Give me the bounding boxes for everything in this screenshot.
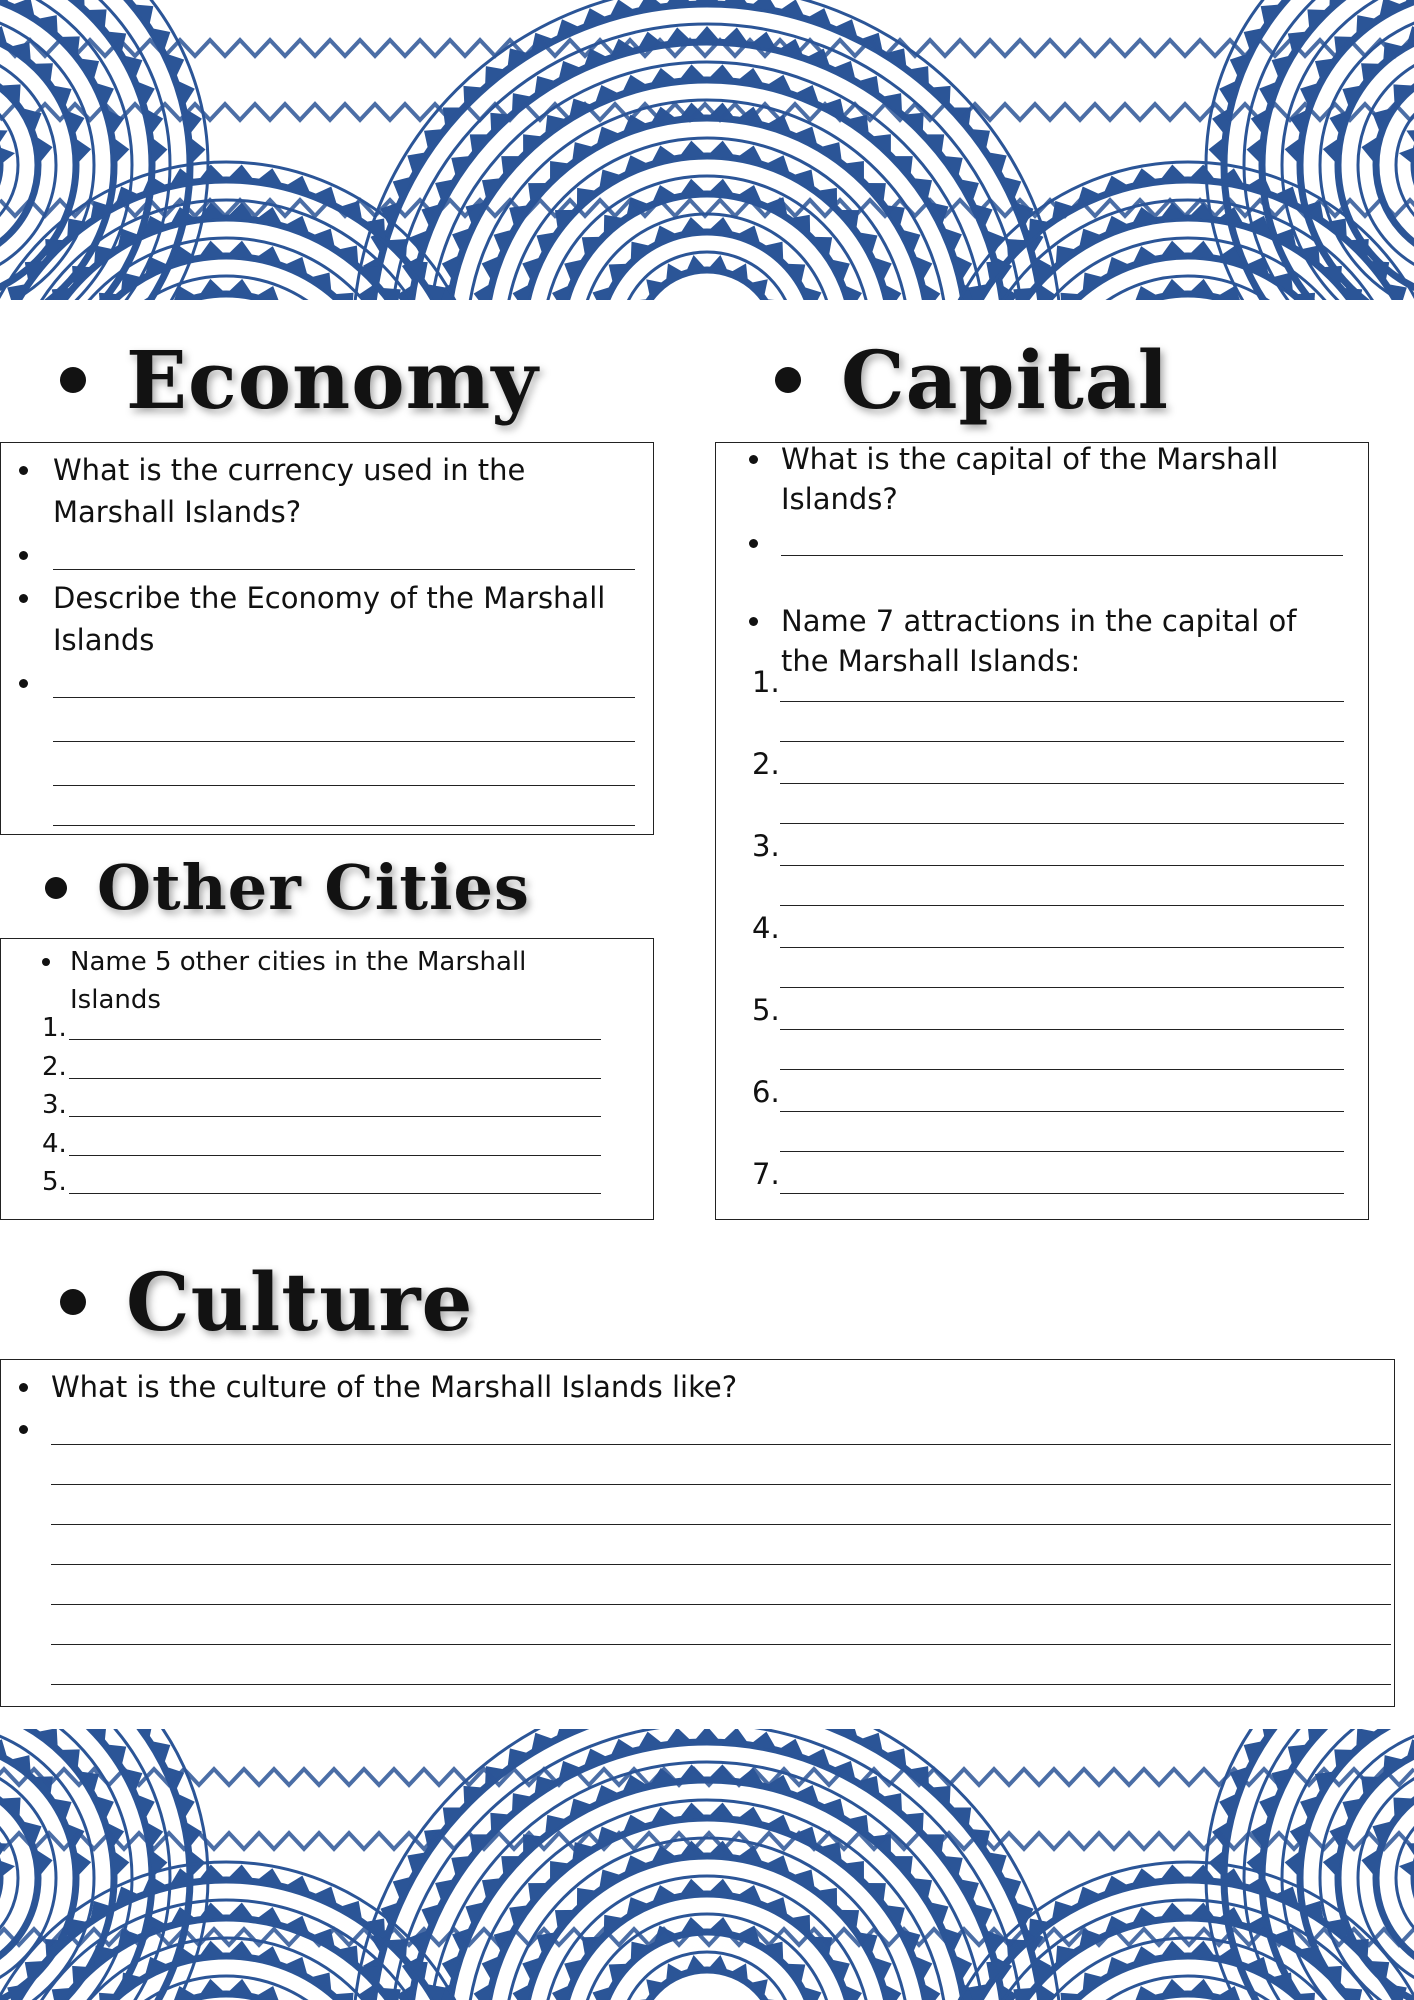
capital-question-1-text: What is the capital of the Marshall Islands? [781, 442, 1279, 516]
other-cities-heading [45, 840, 530, 935]
bullet [19, 594, 28, 603]
economy-heading [60, 330, 539, 430]
capital-question-2-text: Name 7 attractions in the capital of the Marshall Islands: [781, 604, 1297, 678]
top-tribal-banner [0, 0, 1414, 300]
heading-bullet [60, 1289, 86, 1315]
heading-bullet [775, 367, 801, 393]
attraction-number: 7. [752, 1157, 780, 1191]
attraction-line[interactable] [780, 783, 1344, 784]
attraction-number: 6. [752, 1075, 780, 1109]
culture-answer-line[interactable] [51, 1684, 1391, 1685]
attraction-line-continued[interactable] [780, 741, 1344, 742]
capital-question-2 [781, 601, 1341, 681]
other-cities-question [70, 943, 570, 1019]
bullet [749, 455, 758, 464]
bullet [749, 539, 758, 548]
attraction-line[interactable] [780, 1193, 1344, 1194]
city-number: 4. [42, 1128, 67, 1159]
city-line[interactable] [69, 1039, 601, 1040]
bullet [19, 551, 28, 560]
attraction-line-continued[interactable] [780, 987, 1344, 988]
city-line[interactable] [69, 1116, 601, 1117]
culture-answer-line[interactable] [51, 1484, 1391, 1485]
bullet [19, 466, 28, 475]
attraction-number: 4. [752, 911, 780, 945]
culture-question [51, 1367, 1251, 1407]
economy-answer-line-5[interactable] [53, 825, 635, 826]
city-number: 2. [42, 1051, 67, 1082]
capital-answer-line[interactable] [781, 555, 1343, 556]
capital-box [715, 442, 1369, 1220]
capital-heading [775, 330, 1169, 430]
attraction-number: 3. [752, 829, 780, 863]
bullet [19, 1425, 28, 1434]
heading-bullet [60, 367, 86, 393]
city-number: 5. [42, 1167, 67, 1197]
culture-answer-line[interactable] [51, 1644, 1391, 1645]
economy-question-1-text: What is the currency used in the Marshall Islands? [53, 453, 526, 529]
economy-box [0, 442, 654, 835]
attraction-line-continued[interactable] [780, 823, 1344, 824]
culture-answer-line[interactable] [51, 1524, 1391, 1525]
attraction-number: 2. [752, 747, 780, 781]
attraction-line[interactable] [780, 947, 1344, 948]
culture-heading [60, 1252, 473, 1352]
attraction-line[interactable] [780, 1111, 1344, 1112]
attraction-number: 1. [752, 665, 780, 699]
economy-answer-line-4[interactable] [53, 785, 635, 786]
other-cities-box [0, 938, 654, 1220]
economy-answer-line-1[interactable] [53, 569, 635, 570]
economy-question-2-text: Describe the Economy of the Marshall Islands [53, 581, 606, 657]
city-number: 3. [42, 1090, 67, 1120]
attraction-line[interactable] [780, 1029, 1344, 1030]
bullet [42, 958, 50, 966]
capital-question-1 [781, 439, 1341, 519]
attraction-line-continued[interactable] [780, 1151, 1344, 1152]
bottom-tribal-banner [0, 1729, 1414, 2000]
attraction-number: 5. [752, 993, 780, 1027]
economy-answer-line-3[interactable] [53, 741, 635, 742]
culture-answer-line[interactable] [51, 1444, 1391, 1445]
economy-question-1 [53, 449, 613, 533]
economy-question-2 [53, 577, 633, 661]
culture-question-text: What is the culture of the Marshall Islands like? [51, 1370, 738, 1404]
city-number: 1. [42, 1013, 67, 1043]
economy-answer-line-2[interactable] [53, 697, 635, 698]
bullet [19, 679, 28, 688]
culture-answer-line[interactable] [51, 1564, 1391, 1565]
heading-bullet [45, 877, 67, 899]
city-line[interactable] [69, 1193, 601, 1194]
culture-answer-line[interactable] [51, 1604, 1391, 1605]
attraction-line-continued[interactable] [780, 905, 1344, 906]
bullet [749, 617, 758, 626]
other-cities-heading-text: Other Cities [97, 851, 530, 924]
other-cities-question-text: Name 5 other cities in the Marshall Islands [70, 947, 527, 1015]
economy-heading-text: Economy [126, 333, 539, 427]
attraction-line[interactable] [780, 865, 1344, 866]
city-line[interactable] [69, 1078, 601, 1079]
attraction-line[interactable] [780, 701, 1344, 702]
city-line[interactable] [69, 1155, 601, 1156]
culture-box [0, 1359, 1395, 1707]
attraction-line-continued[interactable] [780, 1069, 1344, 1070]
capital-heading-text: Capital [841, 333, 1170, 427]
bullet [19, 1383, 28, 1392]
culture-heading-text: Culture [126, 1255, 474, 1349]
